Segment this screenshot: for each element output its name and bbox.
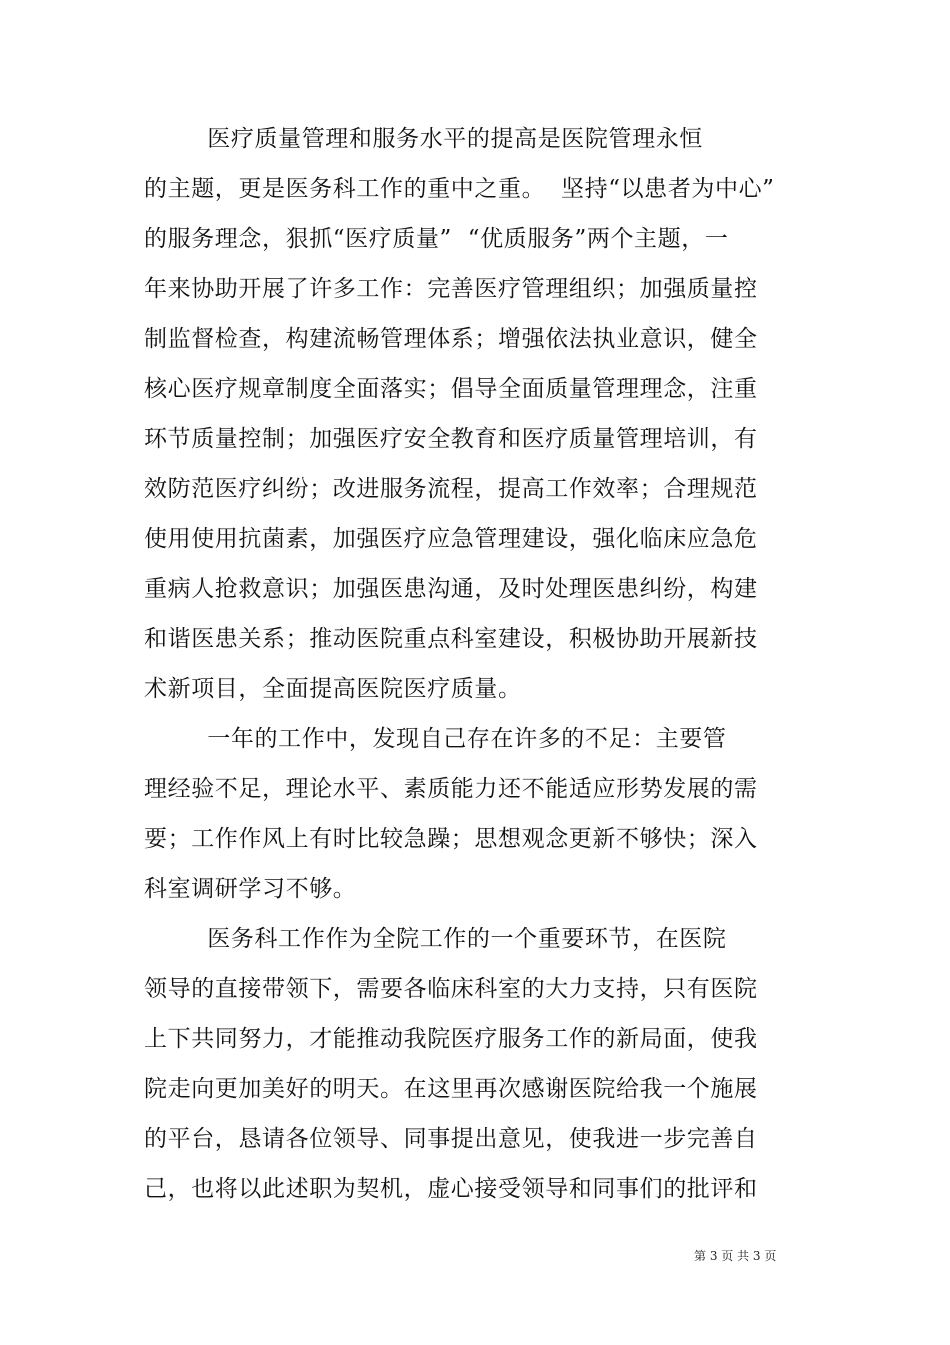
text-line: 要；工作作风上有时比较急躁；思想观念更新不够快；深入 [144, 826, 758, 852]
text-line: 上下共同努力，才能推动我院医疗服务工作的新局面，使我 [144, 1026, 758, 1052]
text-line: 理经验不足，理论水平、素质能力还不能适应形势发展的需 [144, 776, 758, 802]
page-number-footer: 第 3 页 共 3 页 [694, 1249, 777, 1263]
text-line: 己，也将以此述职为契机，虚心接受领导和同事们的批评和 [144, 1176, 758, 1202]
text-line: 的主题，更是医务科工作的重中之重。 坚持“以患者为中心” [144, 176, 775, 202]
text-line: 环节质量控制；加强医疗安全教育和医疗质量管理培训，有 [144, 426, 758, 452]
text-line: 术新项目，全面提高医院医疗质量。 [144, 676, 522, 702]
text-line: 的服务理念，狠抓“医疗质量” “优质服务”两个主题，一 [144, 226, 729, 252]
text-line: 医疗质量管理和服务水平的提高是医院管理永恒 [144, 126, 703, 152]
text-line: 效防范医疗纠纷；改进服务流程，提高工作效率；合理规范 [144, 476, 758, 502]
text-line: 年来协助开展了许多工作：完善医疗管理组织；加强质量控 [144, 276, 758, 302]
text-line: 使用使用抗菌素，加强医疗应急管理建设，强化临床应急危 [144, 526, 758, 552]
text-line: 和谐医患关系；推动医院重点科室建设，积极协助开展新技 [144, 626, 758, 652]
text-line: 领导的直接带领下，需要各临床科室的大力支持，只有医院 [144, 976, 758, 1002]
text-line: 核心医疗规章制度全面落实；倡导全面质量管理理念，注重 [144, 376, 758, 402]
text-line: 的平台，恳请各位领导、同事提出意见，使我进一步完善自 [144, 1126, 758, 1152]
text-line: 院走向更加美好的明天。在这里再次感谢医院给我一个施展 [144, 1076, 758, 1102]
text-line: 制监督检查，构建流畅管理体系；增强依法执业意识，健全 [144, 326, 758, 352]
text-line: 科室调研学习不够。 [144, 876, 357, 902]
text-line: 医务科工作作为全院工作的一个重要环节，在医院 [144, 926, 727, 952]
text-line: 一年的工作中，发现自己存在许多的不足：主要管 [144, 726, 727, 752]
text-line: 重病人抢救意识；加强医患沟通，及时处理医患纠纷，构建 [144, 576, 758, 602]
